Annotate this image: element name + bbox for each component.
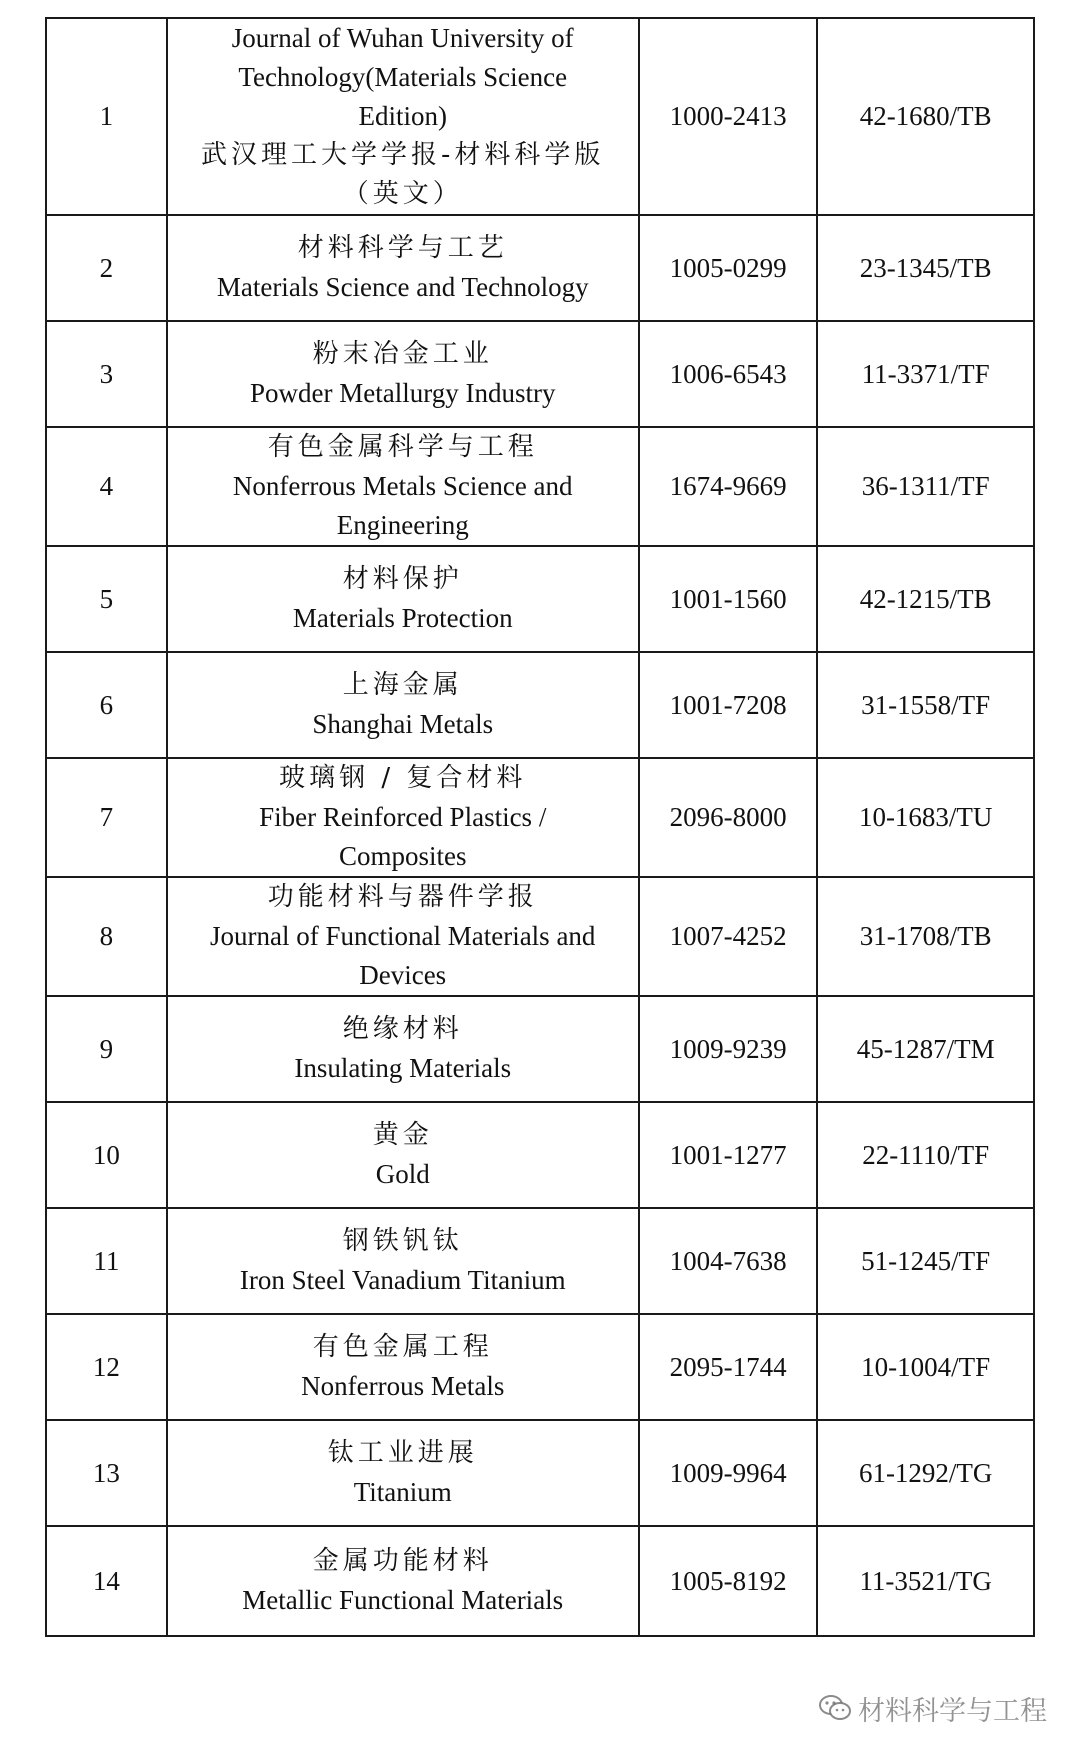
journal-cn: 51-1245/TF — [817, 1208, 1034, 1314]
journal-index: 5 — [46, 546, 167, 652]
journal-issn: 1006-6543 — [639, 321, 818, 427]
table-row — [46, 18, 1034, 215]
journal-name — [167, 877, 639, 996]
journal-index: 12 — [46, 1314, 167, 1420]
journal-cn: 61-1292/TG — [817, 1420, 1034, 1526]
journal-name — [167, 758, 639, 877]
journal-name — [167, 1420, 639, 1526]
journal-name — [167, 1208, 639, 1314]
journal-name-line: Materials Science and Technology — [216, 272, 589, 302]
journal-issn: 1001-1277 — [639, 1102, 818, 1208]
journal-name-line: 钛工业进展 — [327, 1438, 478, 1468]
journal-issn: 1005-0299 — [639, 215, 818, 321]
journal-name-line: 玻璃钢 / 复合材料 — [279, 763, 527, 793]
journal-cn: 36-1311/TF — [817, 427, 1034, 546]
journal-cn: 42-1680/TB — [817, 18, 1034, 215]
wechat-icon — [818, 1693, 852, 1723]
journal-index: 14 — [46, 1526, 167, 1636]
journal-name-line: Composites — [338, 841, 467, 871]
journal-name-line: 上海金属 — [342, 670, 463, 700]
journal-table — [45, 17, 1035, 1637]
journal-name — [167, 215, 639, 321]
journal-cn: 10-1004/TF — [817, 1314, 1034, 1420]
journal-cn: 11-3521/TG — [817, 1526, 1034, 1636]
table-row — [46, 1208, 1034, 1314]
table-row — [46, 877, 1034, 996]
journal-name-line: Metallic Functional Materials — [242, 1585, 564, 1615]
journal-name — [167, 1102, 639, 1208]
table-row — [46, 215, 1034, 321]
journal-issn: 2096-8000 — [639, 758, 818, 877]
journal-name-line: 材料保护 — [342, 564, 463, 594]
journal-name-line: Gold — [375, 1159, 430, 1189]
journal-name-line: Titanium — [353, 1477, 452, 1507]
journal-issn: 1009-9964 — [639, 1420, 818, 1526]
journal-issn: 1001-7208 — [639, 652, 818, 758]
journal-name-line: Journal of Functional Materials and — [210, 921, 596, 951]
journal-issn: 1674-9669 — [639, 427, 818, 546]
table-row — [46, 758, 1034, 877]
journal-index: 8 — [46, 877, 167, 996]
journal-index: 6 — [46, 652, 167, 758]
journal-table-body — [46, 18, 1034, 1636]
watermark — [818, 1686, 1047, 1730]
journal-index: 1 — [46, 18, 167, 215]
journal-index: 4 — [46, 427, 167, 546]
journal-name — [167, 321, 639, 427]
journal-name-line: Engineering — [336, 510, 469, 540]
table-row — [46, 996, 1034, 1102]
journal-name-line: Journal of Wuhan University of — [231, 23, 574, 53]
journal-index: 11 — [46, 1208, 167, 1314]
journal-index: 9 — [46, 996, 167, 1102]
table-row — [46, 1420, 1034, 1526]
journal-name — [167, 996, 639, 1102]
journal-name — [167, 1526, 639, 1636]
journal-name-line: 功能材料与器件学报 — [267, 882, 538, 912]
journal-name — [167, 427, 639, 546]
journal-name-line: Nonferrous Metals — [301, 1371, 505, 1401]
journal-name-line: 有色金属科学与工程 — [267, 432, 538, 462]
journal-index: 13 — [46, 1420, 167, 1526]
journal-name-line: 武汉理工大学学报-材料科学版 — [201, 140, 605, 170]
journal-cn: 45-1287/TM — [817, 996, 1034, 1102]
journal-name-line: Materials Protection — [292, 603, 513, 633]
table-row — [46, 1526, 1034, 1636]
watermark-text: 材料科学与工程 — [858, 1695, 1047, 1727]
journal-name-line: 绝缘材料 — [342, 1014, 463, 1044]
journal-cn: 22-1110/TF — [817, 1102, 1034, 1208]
journal-name-line: Nonferrous Metals Science and — [232, 471, 573, 501]
journal-name-line: Fiber Reinforced Plastics / — [259, 802, 547, 832]
journal-issn: 1001-1560 — [639, 546, 818, 652]
journal-issn: 1004-7638 — [639, 1208, 818, 1314]
journal-name — [167, 546, 639, 652]
journal-cn: 31-1708/TB — [817, 877, 1034, 996]
journal-name-line: 钢铁钒钛 — [342, 1226, 463, 1256]
table-row — [46, 652, 1034, 758]
journal-issn: 1005-8192 — [639, 1526, 818, 1636]
journal-name-line: Devices — [359, 960, 447, 990]
journal-cn: 31-1558/TF — [817, 652, 1034, 758]
table-row — [46, 1314, 1034, 1420]
journal-name-line: Iron Steel Vanadium Titanium — [239, 1265, 566, 1295]
table-row — [46, 1102, 1034, 1208]
table-row — [46, 321, 1034, 427]
table-row — [46, 546, 1034, 652]
journal-name-line: Powder Metallurgy Industry — [249, 378, 556, 408]
journal-name-line: 粉末冶金工业 — [312, 339, 493, 369]
journal-issn: 1007-4252 — [639, 877, 818, 996]
journal-name — [167, 18, 639, 215]
journal-name — [167, 652, 639, 758]
journal-name — [167, 1314, 639, 1420]
journal-name-line: Edition) — [358, 101, 447, 131]
journal-cn: 42-1215/TB — [817, 546, 1034, 652]
journal-cn: 10-1683/TU — [817, 758, 1034, 877]
journal-name-line: 金属功能材料 — [312, 1546, 493, 1576]
journal-issn: 2095-1744 — [639, 1314, 818, 1420]
journal-name-line: 材料科学与工艺 — [297, 233, 508, 263]
journal-issn: 1009-9239 — [639, 996, 818, 1102]
journal-name-line: （英文） — [342, 179, 463, 209]
journal-name-line: Technology(Materials Science — [238, 62, 568, 92]
journal-index: 2 — [46, 215, 167, 321]
journal-name-line: Insulating Materials — [294, 1053, 512, 1083]
journal-index: 10 — [46, 1102, 167, 1208]
journal-index: 7 — [46, 758, 167, 877]
journal-name-line: 黄金 — [372, 1120, 433, 1150]
table-row — [46, 427, 1034, 546]
journal-index: 3 — [46, 321, 167, 427]
journal-name-line: Shanghai Metals — [312, 709, 494, 739]
journal-cn: 11-3371/TF — [817, 321, 1034, 427]
journal-name-line: 有色金属工程 — [312, 1332, 493, 1362]
journal-issn: 1000-2413 — [639, 18, 818, 215]
journal-cn: 23-1345/TB — [817, 215, 1034, 321]
